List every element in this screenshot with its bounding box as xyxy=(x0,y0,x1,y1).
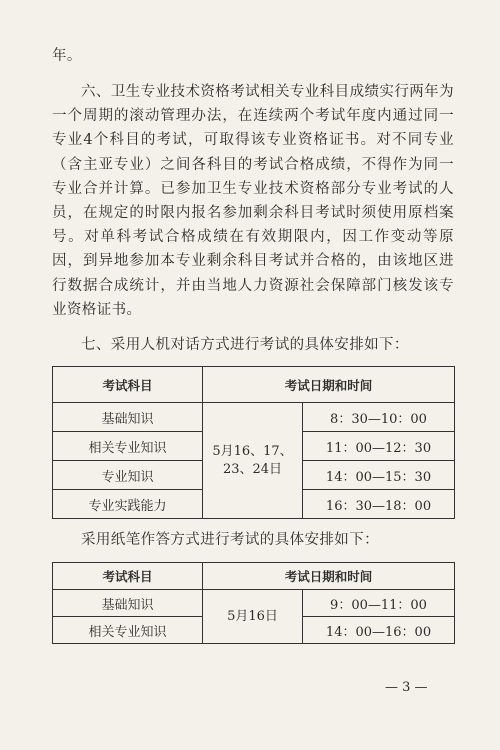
header-datetime: 考试日期和时间 xyxy=(203,563,455,590)
table-header-row xyxy=(53,563,455,590)
computer-exam-schedule-table xyxy=(52,366,455,519)
table-row xyxy=(53,403,455,432)
paragraph-six: 六、卫生专业技术资格考试相关专业科目成绩实行两年为一个周期的滚动管理办法，在连续两个考试年度内通过同一专业4个科目的考试，可取得该专业资格证书。对不同专业（含主亚专业）之间各科目的考试合格成绩，不得作为同一专业合并计算。已参加卫生专业技术资格部分专业考试的人员，在规定的时限内报名参加剩余科目考试时须使用原档案号。对单科考试合格成绩在有效期限内，因工作变动等原因，到异地参加本专业剩余科目考试并合格的，由该地区进行数据合成统计，并由当地人力资源社会保障部门核发该专业资格证书。 xyxy=(52,84,454,318)
subject-cell: 相关专业知识 xyxy=(53,432,203,461)
header-subject: 考试科目 xyxy=(53,367,203,403)
header-datetime: 考试日期和时间 xyxy=(203,367,455,403)
subject-cell: 基础知识 xyxy=(53,590,203,617)
paragraph-eight: 采用纸笔作答方式进行考试的具体安排如下： xyxy=(81,532,379,548)
subject-cell: 基础知识 xyxy=(53,403,203,432)
time-cell: 8：30—10：00 xyxy=(303,403,455,432)
time-cell: 11：00—12：30 xyxy=(303,432,455,461)
subject-cell: 专业实践能力 xyxy=(53,490,203,519)
exam-date-cell: 5月16日 xyxy=(203,590,303,644)
paper-exam-schedule-table xyxy=(52,562,455,644)
continued-text: 年。 xyxy=(52,48,82,64)
subject-cell: 专业知识 xyxy=(53,461,203,490)
subject-cell: 相关专业知识 xyxy=(53,617,203,644)
header-subject: 考试科目 xyxy=(53,563,203,590)
paragraph-seven: 七、采用人机对话方式进行考试的具体安排如下： xyxy=(81,337,409,353)
page-number: — 3 — xyxy=(385,680,428,695)
exam-date-cell: 5月16、17、23、24日 xyxy=(203,403,303,519)
time-cell: 14：00—15：30 xyxy=(303,461,455,490)
table-row xyxy=(53,590,455,617)
time-cell: 9：00—11：00 xyxy=(303,590,455,617)
table-header-row xyxy=(53,367,455,403)
time-cell: 16：30—18：00 xyxy=(303,490,455,519)
time-cell: 14：00—16：00 xyxy=(303,617,455,644)
